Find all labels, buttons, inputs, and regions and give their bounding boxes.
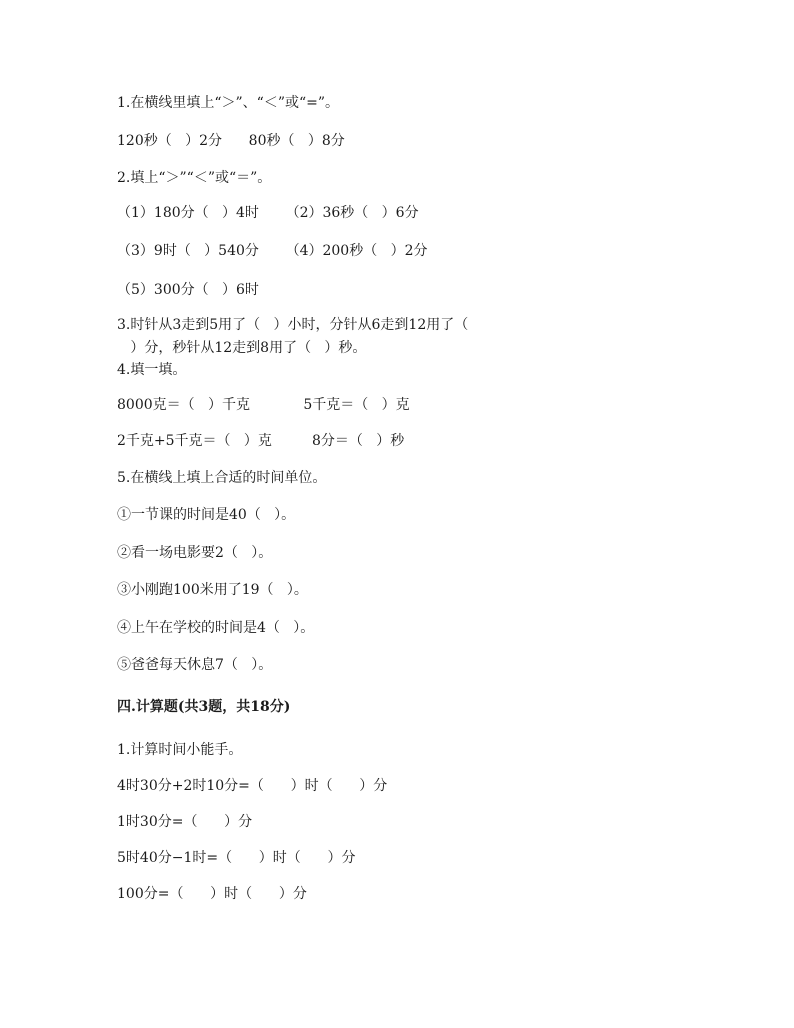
s5-item-2: ②看一场电影要2（ ）。 xyxy=(117,545,273,561)
s5-item-4: ④上午在学校的时间是4（ ）。 xyxy=(117,620,315,636)
part4-q1-title: 1.计算时间小能手。 xyxy=(117,742,243,758)
s5-item-3: ③小刚跑100米用了19（ ）。 xyxy=(117,582,308,598)
s5-item-5: ⑤爸爸每天休息7（ ）。 xyxy=(117,657,273,673)
part4-eq-4: 100分=（ ）时（ ）分 xyxy=(117,886,307,902)
s1-title: 1.在横线里填上“＞”、“＜”或“=”。 xyxy=(117,95,340,111)
s4-row-1: 8000克＝（ ）千克 5千克＝（ ）克 xyxy=(117,397,410,413)
part4-eq-3: 5时40分−1时=（ ）时（ ）分 xyxy=(117,850,356,866)
part4-eq-2: 1时30分=（ ）分 xyxy=(117,814,253,830)
s5-title: 5.在横线上填上合适的时间单位。 xyxy=(117,470,327,486)
s4-row-2: 2千克+5千克＝（ ）克 8分＝（ ）秒 xyxy=(117,433,405,449)
s2-row-3: （5）300分（ ）6时 xyxy=(117,282,259,298)
s3-line-2: ）分，秒针从12走到8用了（ ）秒。 xyxy=(117,340,367,356)
part4-eq-1: 4时30分+2时10分=（ ）时（ ）分 xyxy=(117,778,388,794)
s2-row-1: （1）180分（ ）4时 （2）36秒（ ）6分 xyxy=(117,205,419,221)
s2-title: 2.填上“＞”“＜”或“＝”。 xyxy=(117,170,272,186)
s3-line-1: 3.时针从3走到5用了（ ）小时，分针从6走到12用了（ xyxy=(117,317,469,333)
s2-row-2: （3）9时（ ）540分 （4）200秒（ ）2分 xyxy=(117,243,428,259)
s5-item-1: ①一节课的时间是40（ ）。 xyxy=(117,507,296,523)
s1-row-1: 120秒（ ）2分 80秒（ ）8分 xyxy=(117,133,345,149)
part4-heading: 四.计算题(共3题，共18分) xyxy=(117,699,291,715)
s4-title: 4.填一填。 xyxy=(117,362,187,378)
